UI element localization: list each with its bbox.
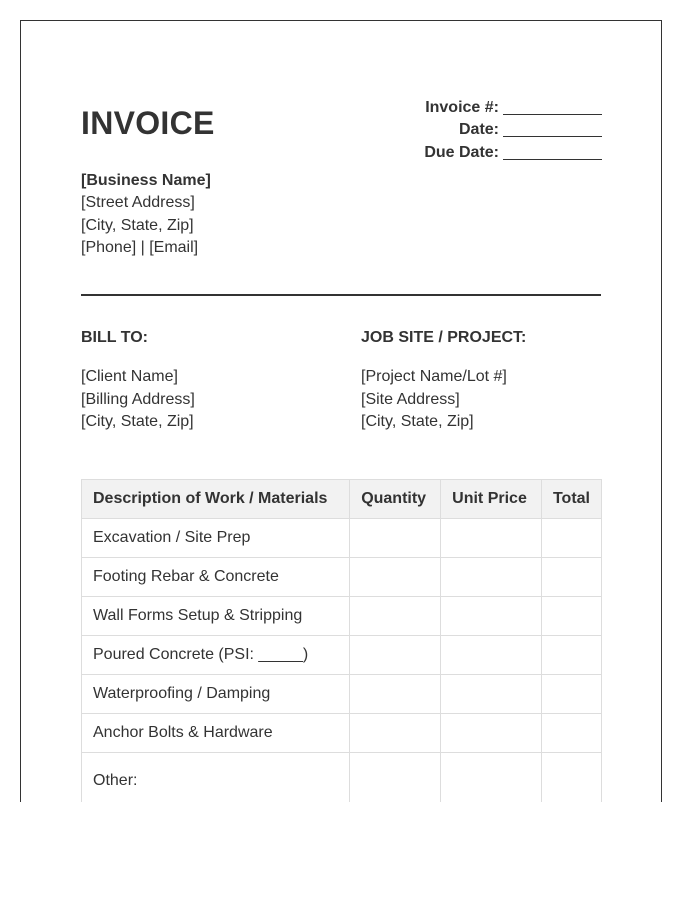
row-quantity-cell [350,519,441,558]
invoice-date-blank [503,120,602,137]
table-row [82,714,602,753]
table-row [82,753,602,803]
invoice-page [20,20,662,802]
table-row [82,558,602,597]
row-quantity-cell [350,714,441,753]
header-total: Total [541,480,601,519]
job-site-heading: JOB SITE / PROJECT: [361,329,527,346]
business-name: [Business Name] [81,172,211,189]
row-quantity-cell [350,675,441,714]
row-description: Other: [82,753,350,803]
invoice-meta [424,97,602,164]
row-total-cell [541,519,601,558]
table-row [82,519,602,558]
header-description: Description of Work / Materials [82,480,350,519]
row-unit-price-cell [441,636,542,675]
invoice-number-row [424,97,602,119]
table-header-row [82,480,602,519]
row-total-cell [541,675,601,714]
row-quantity-cell [350,753,441,803]
row-description: Footing Rebar & Concrete [82,558,350,597]
row-quantity-cell [350,597,441,636]
due-date-blank [503,143,602,160]
bill-to-city: [City, State, Zip] [81,413,194,431]
due-date-label: Due Date: [424,143,499,161]
row-total-cell [541,636,601,675]
row-unit-price-cell [441,753,542,803]
bill-to-section [81,327,195,434]
row-quantity-cell [350,558,441,597]
job-site-address: [Site Address] [361,390,460,408]
row-unit-price-cell [441,714,542,753]
row-description: Anchor Bolts & Hardware [82,714,350,753]
row-unit-price-cell [441,675,542,714]
business-street: [Street Address] [81,194,195,212]
bill-to-client: [Client Name] [81,368,178,386]
invoice-title: INVOICE [81,105,215,141]
row-quantity-cell [350,636,441,675]
bill-to-heading: BILL TO: [81,329,148,346]
row-unit-price-cell [441,519,542,558]
row-unit-price-cell [441,597,542,636]
line-items-table [81,479,602,802]
job-site-section [361,327,526,434]
due-date-row [424,142,602,164]
table-row [82,636,602,675]
header-quantity: Quantity [350,480,441,519]
table-row [82,597,602,636]
row-total-cell [541,753,601,803]
invoice-number-label: Invoice #: [425,99,499,116]
job-site-city: [City, State, Zip] [361,413,474,431]
row-total-cell [541,558,601,597]
job-site-project: [Project Name/Lot #] [361,368,507,386]
invoice-date-row [424,119,602,141]
row-description: Excavation / Site Prep [82,519,350,558]
row-total-cell [541,714,601,753]
bill-to-address: [Billing Address] [81,390,195,408]
table-row [82,675,602,714]
header-divider [81,294,601,296]
row-total-cell [541,597,601,636]
row-description: Wall Forms Setup & Stripping [82,597,350,636]
row-unit-price-cell [441,558,542,597]
business-info [81,170,211,260]
row-description: Waterproofing / Damping [82,675,350,714]
business-city: [City, State, Zip] [81,216,194,234]
header-unit-price: Unit Price [441,480,542,519]
invoice-date-label: Date: [458,121,499,139]
row-description: Poured Concrete (PSI: _____) [82,636,350,675]
business-contact: [Phone] | [Email] [81,239,199,257]
invoice-number-blank [503,98,602,115]
